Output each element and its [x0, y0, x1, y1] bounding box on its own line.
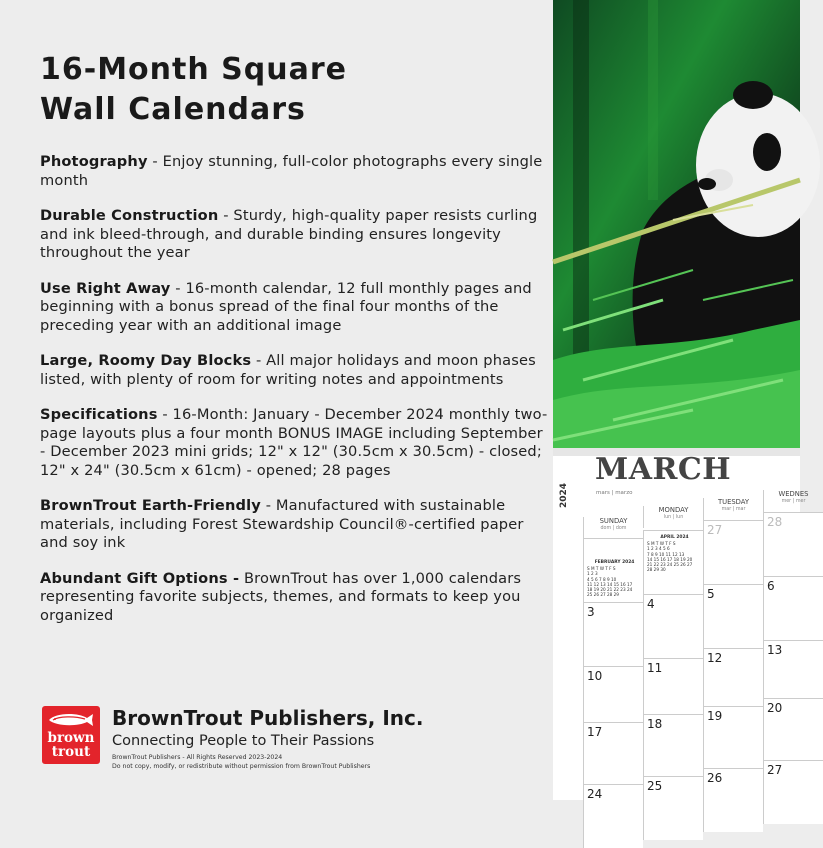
feature-title: Large, Roomy Day Blocks — [40, 352, 252, 369]
day-cell — [703, 584, 763, 648]
day-cell — [643, 658, 703, 722]
day-number: 25 — [647, 779, 663, 793]
day-cell — [583, 722, 643, 786]
day-name: TUESDAY — [717, 498, 750, 506]
mini-calendar-row: 11 12 13 14 15 16 17 — [587, 581, 633, 587]
title-line-2: Wall Calendars — [40, 92, 306, 127]
day-number: 19 — [707, 709, 723, 723]
day-name: SUNDAY — [599, 517, 628, 525]
mini-calendar-title: APRIL 2024 — [660, 535, 689, 540]
feature-day-blocks — [40, 352, 550, 389]
legal-line-1: BrownTrout Publishers - All Rights Reserved 2023-2024 — [112, 754, 283, 761]
day-name-sub: mar | mar — [721, 507, 746, 512]
feature-title: Abundant Gift Options - — [40, 569, 240, 587]
day-cell — [583, 538, 643, 602]
title-line-1: 16-Month Square — [40, 52, 347, 87]
feature-text: 16-month calendar, 12 full monthly pages and beginning with a bonus spread of the final four months of the preceding year with an additional image — [40, 279, 532, 334]
mini-calendar-row: 1 2 3 — [587, 571, 598, 577]
day-header-monday — [643, 506, 703, 528]
day-number: 18 — [647, 717, 663, 731]
mini-calendar-row: 14 15 16 17 18 19 20 — [647, 556, 693, 562]
day-cell — [643, 776, 703, 840]
day-number: 11 — [647, 661, 663, 675]
trout-icon — [47, 710, 95, 730]
day-number: 24 — [587, 787, 603, 801]
feature-title: BrownTrout Earth-Friendly — [40, 497, 261, 514]
calendar-year: 2024 — [559, 482, 569, 508]
day-cell — [583, 666, 643, 730]
mini-calendar-row: 4 5 6 7 8 9 10 — [587, 576, 617, 582]
day-cell — [763, 512, 823, 576]
mini-calendar-head: S M T W T F S — [647, 541, 676, 547]
day-number: 26 — [707, 771, 723, 785]
day-name-sub: lun | lun — [663, 515, 684, 520]
panda-illustration — [553, 0, 800, 448]
feature-list — [40, 153, 550, 642]
day-number: 5 — [707, 587, 715, 601]
mini-calendar-row: 25 26 27 28 29 — [587, 592, 619, 598]
feature-text: All major holidays and moon phases listed, with plenty of room for writing notes and appointments — [40, 352, 536, 388]
mini-calendar-title: FEBRUARY 2024 — [594, 560, 635, 565]
day-cell — [643, 714, 703, 778]
day-name-sub: dom | dom — [600, 526, 627, 531]
legal-text — [112, 753, 370, 771]
feature-text: BrownTrout has over 1,000 calendars representing favorite subjects, themes, and formats to keep you organized — [40, 569, 522, 624]
day-cell — [763, 640, 823, 704]
day-number: 13 — [767, 643, 783, 657]
calendar-month: MARCH — [595, 452, 732, 487]
day-cell — [583, 784, 643, 848]
feature-text: Enjoy stunning, full-color photographs every single month — [40, 153, 543, 189]
day-number: 28 — [767, 515, 783, 529]
feature-separator: - — [147, 153, 163, 170]
day-name: MONDAY — [658, 506, 689, 514]
feature-title: Photography — [40, 153, 148, 170]
feature-title: Durable Construction — [40, 207, 219, 224]
day-number: 12 — [707, 651, 723, 665]
feature-separator: - — [170, 279, 186, 297]
feature-gift-options — [40, 570, 550, 626]
day-header-wednesday — [763, 490, 823, 512]
publisher-name: BrownTrout Publishers, Inc. — [112, 706, 424, 730]
panda-photo — [553, 0, 800, 448]
publisher-tagline: Connecting People to Their Passions — [112, 733, 375, 749]
feature-separator: - — [218, 207, 234, 224]
feature-photography — [40, 153, 550, 190]
feature-use-right-away — [40, 280, 550, 336]
day-number: 3 — [587, 605, 595, 619]
feature-text: Sturdy, high-quality paper resists curling and ink bleed-through, and durable binding ensures longevity throughout the year — [40, 207, 538, 261]
day-number: 10 — [587, 669, 603, 683]
logo-line-2: trout — [51, 744, 91, 760]
page-title — [40, 50, 560, 130]
logo-wordmark — [42, 731, 100, 759]
mini-calendar-row: 21 22 23 24 25 26 27 — [647, 562, 693, 568]
day-cell — [643, 530, 703, 594]
feature-separator: - — [157, 406, 173, 423]
legal-line-2: Do not copy, modify, or redistribute without permission from BrownTrout Publishers — [112, 763, 371, 770]
mini-calendar-row: 18 19 20 21 22 23 24 — [587, 587, 633, 593]
day-cell — [703, 706, 763, 770]
day-cell — [763, 698, 823, 762]
feature-earth-friendly — [40, 497, 550, 553]
publisher-block — [42, 706, 502, 786]
feature-title: Specifications — [40, 406, 158, 423]
feature-separator: - — [260, 497, 276, 514]
mini-calendar-row: 1 2 3 4 5 6 — [647, 546, 670, 552]
day-cell — [703, 520, 763, 584]
day-cell — [703, 648, 763, 712]
day-number: 17 — [587, 725, 603, 739]
day-number: 27 — [707, 523, 723, 537]
day-number: 4 — [647, 597, 655, 611]
day-header-tuesday — [703, 498, 763, 520]
mini-calendar-row: 7 8 9 10 11 12 13 — [647, 551, 685, 557]
day-number: 6 — [767, 579, 775, 593]
browntrout-logo — [42, 706, 100, 764]
calendar-preview — [553, 0, 809, 801]
day-number: 27 — [767, 763, 783, 777]
feature-specifications — [40, 406, 550, 480]
feature-text: 16-Month: January - December 2024 monthly two-page layouts plus a four month BONUS IMAGE including September - December 2023 mini grids; 12" x 12" (30.5cm x 30.5cm) - closed; 12" x 24" (30.5cm x 61cm) - opened; 28 pages — [40, 406, 548, 479]
day-cell — [763, 760, 823, 824]
mini-calendar-april — [647, 535, 702, 572]
calendar-month-translations: mars | marzo — [596, 490, 633, 496]
day-header-sunday — [583, 517, 643, 539]
logo-line-1: brown — [47, 730, 95, 746]
day-name: WEDNES — [778, 490, 809, 498]
day-cell — [763, 576, 823, 640]
day-cell — [703, 768, 763, 832]
day-cell — [643, 594, 703, 658]
feature-durable — [40, 207, 550, 263]
feature-text: Manufactured with sustainable materials, including Forest Stewardship Council®-certified paper and soy ink — [40, 497, 524, 551]
feature-title: Use Right Away — [40, 279, 171, 297]
mini-calendar-february — [587, 560, 642, 597]
day-cell — [583, 602, 643, 666]
mini-calendar-head: S M T W T F S — [587, 566, 616, 572]
feature-separator: - — [251, 352, 267, 369]
day-number: 20 — [767, 701, 783, 715]
mini-calendar-row: 28 29 30 — [647, 567, 666, 573]
day-name-sub: mer | mer — [781, 499, 806, 504]
